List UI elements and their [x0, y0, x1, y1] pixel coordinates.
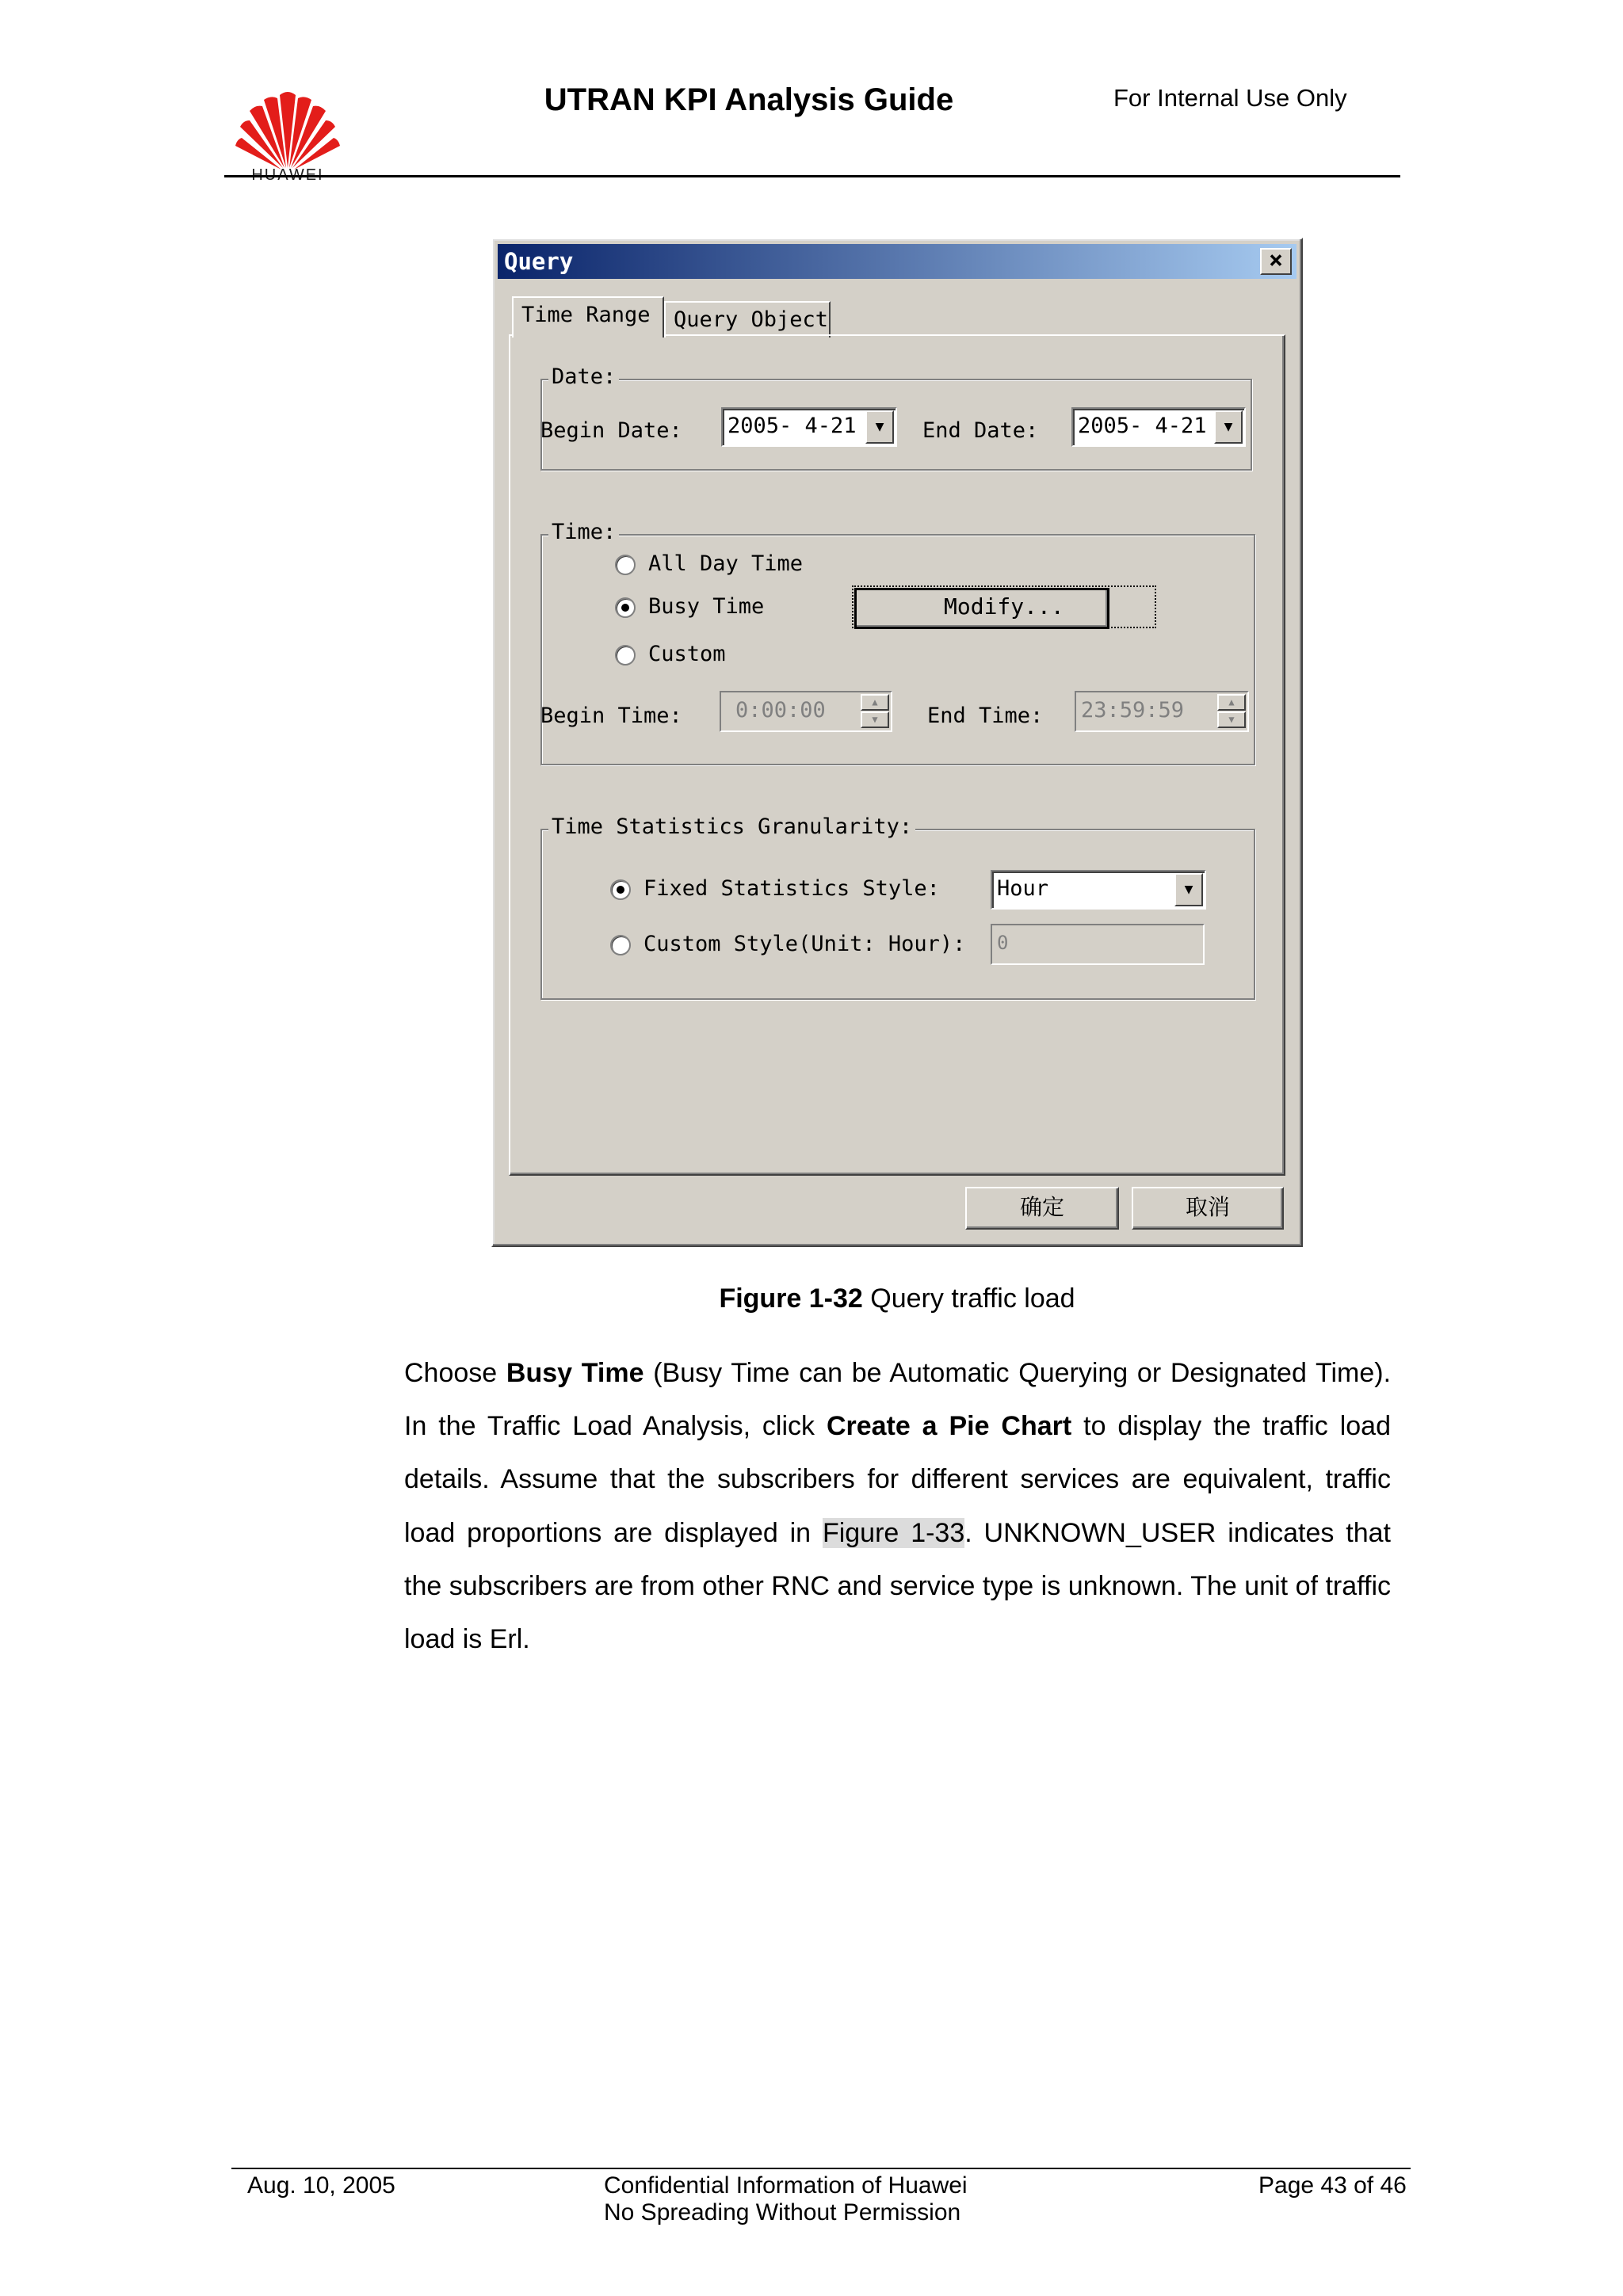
- begin-date-value: 2005- 4-21: [727, 414, 857, 438]
- paragraph-text: Choose: [404, 1358, 506, 1388]
- classification-label: For Internal Use Only: [1113, 84, 1347, 112]
- begin-date-label: Begin Date:: [540, 418, 682, 443]
- footer-page-number: Page 43 of 46: [1258, 2172, 1407, 2199]
- custom-style-label: Custom Style(Unit: Hour):: [643, 932, 966, 956]
- granularity-value: Hour: [997, 876, 1049, 901]
- tab-time-range[interactable]: Time Range: [512, 296, 664, 338]
- custom-style-radio[interactable]: [610, 935, 631, 955]
- begin-time-label: Begin Time:: [540, 704, 682, 728]
- footer-confidential-line1: Confidential Information of Huawei: [604, 2172, 968, 2199]
- dialog-title: Query: [504, 248, 574, 275]
- custom-time-radio[interactable]: [615, 645, 636, 666]
- tab-query-object[interactable]: Query Object: [664, 301, 831, 338]
- granularity-group-legend: Time Statistics Granularity:: [548, 814, 915, 839]
- document-title: UTRAN KPI Analysis Guide: [544, 82, 954, 117]
- time-group: [540, 520, 1255, 765]
- end-time-label: End Time:: [927, 704, 1044, 728]
- chevron-down-icon[interactable]: ▼: [1174, 873, 1203, 906]
- custom-style-input[interactable]: 0: [991, 924, 1205, 965]
- chevron-down-icon[interactable]: ▼: [1214, 410, 1243, 444]
- all-day-time-label: All Day Time: [648, 551, 804, 576]
- begin-time-value: 0:00:00: [735, 698, 826, 723]
- end-date-picker[interactable]: [1071, 407, 1246, 447]
- dialog-titlebar[interactable]: [498, 244, 1296, 279]
- begin-time-spinner[interactable]: [720, 691, 892, 732]
- end-date-value: 2005- 4-21: [1078, 414, 1207, 438]
- modify-button[interactable]: [854, 588, 1109, 629]
- spin-down-icon[interactable]: ▼: [1217, 711, 1246, 728]
- busy-time-radio[interactable]: [615, 597, 636, 618]
- query-dialog: [491, 238, 1303, 1247]
- cancel-button[interactable]: 取消: [1132, 1187, 1284, 1230]
- end-time-value: 23:59:59: [1081, 698, 1185, 723]
- date-group: [540, 364, 1252, 471]
- footer-confidential: [604, 2172, 968, 2226]
- ok-button[interactable]: 确定: [965, 1187, 1119, 1230]
- close-icon[interactable]: ×: [1260, 248, 1292, 275]
- date-group-legend: Date:: [548, 364, 619, 389]
- figure-caption: [491, 1283, 1303, 1314]
- spin-up-icon[interactable]: ▲: [1217, 694, 1246, 711]
- modify-button-label: Modify...: [857, 590, 1151, 624]
- granularity-select[interactable]: [991, 870, 1206, 910]
- figure-reference-link[interactable]: Figure 1-33: [822, 1517, 965, 1548]
- paragraph-text: . UNKNOWN_USER indicates that the subscribers are from other RNC and service type is unknown. The unit of traffic load is Erl.: [404, 1517, 1391, 1655]
- paragraph-text: (Busy Time can be Automatic Querying or Designated Time). In the Traffic Load Analysis, click: [404, 1358, 1392, 1442]
- footer-date: Aug. 10, 2005: [247, 2172, 395, 2199]
- granularity-group: [540, 814, 1255, 1000]
- body-paragraph: [404, 1347, 1391, 1666]
- footer-divider: [231, 2168, 1411, 2169]
- spin-down-icon[interactable]: ▼: [861, 711, 889, 728]
- figure-caption-text: Query traffic load: [870, 1283, 1075, 1314]
- fixed-style-label: Fixed Statistics Style:: [643, 876, 940, 901]
- time-range-panel: [509, 334, 1285, 1176]
- begin-date-picker[interactable]: [721, 407, 897, 447]
- paragraph-text: to display the traffic load details. Assume that the subscribers for different services are equivalent, traffic load proportions are displayed in: [404, 1411, 1391, 1548]
- footer-confidential-line2: No Spreading Without Permission: [604, 2199, 961, 2225]
- time-group-legend: Time:: [548, 520, 619, 544]
- busy-time-label: Busy Time: [648, 594, 765, 619]
- fixed-style-radio[interactable]: [610, 879, 631, 900]
- spin-up-icon[interactable]: ▲: [861, 694, 889, 711]
- figure-number: Figure 1-32: [719, 1283, 863, 1314]
- paragraph-bold-create-pie-chart: Create a Pie Chart: [826, 1411, 1072, 1442]
- end-time-spinner[interactable]: [1075, 691, 1249, 732]
- end-date-label: End Date:: [922, 418, 1039, 443]
- paragraph-bold-busy-time: Busy Time: [506, 1358, 644, 1388]
- chevron-down-icon[interactable]: ▼: [865, 410, 894, 444]
- all-day-time-radio[interactable]: [615, 555, 636, 575]
- custom-time-label: Custom: [648, 642, 726, 666]
- header-divider: [224, 175, 1400, 177]
